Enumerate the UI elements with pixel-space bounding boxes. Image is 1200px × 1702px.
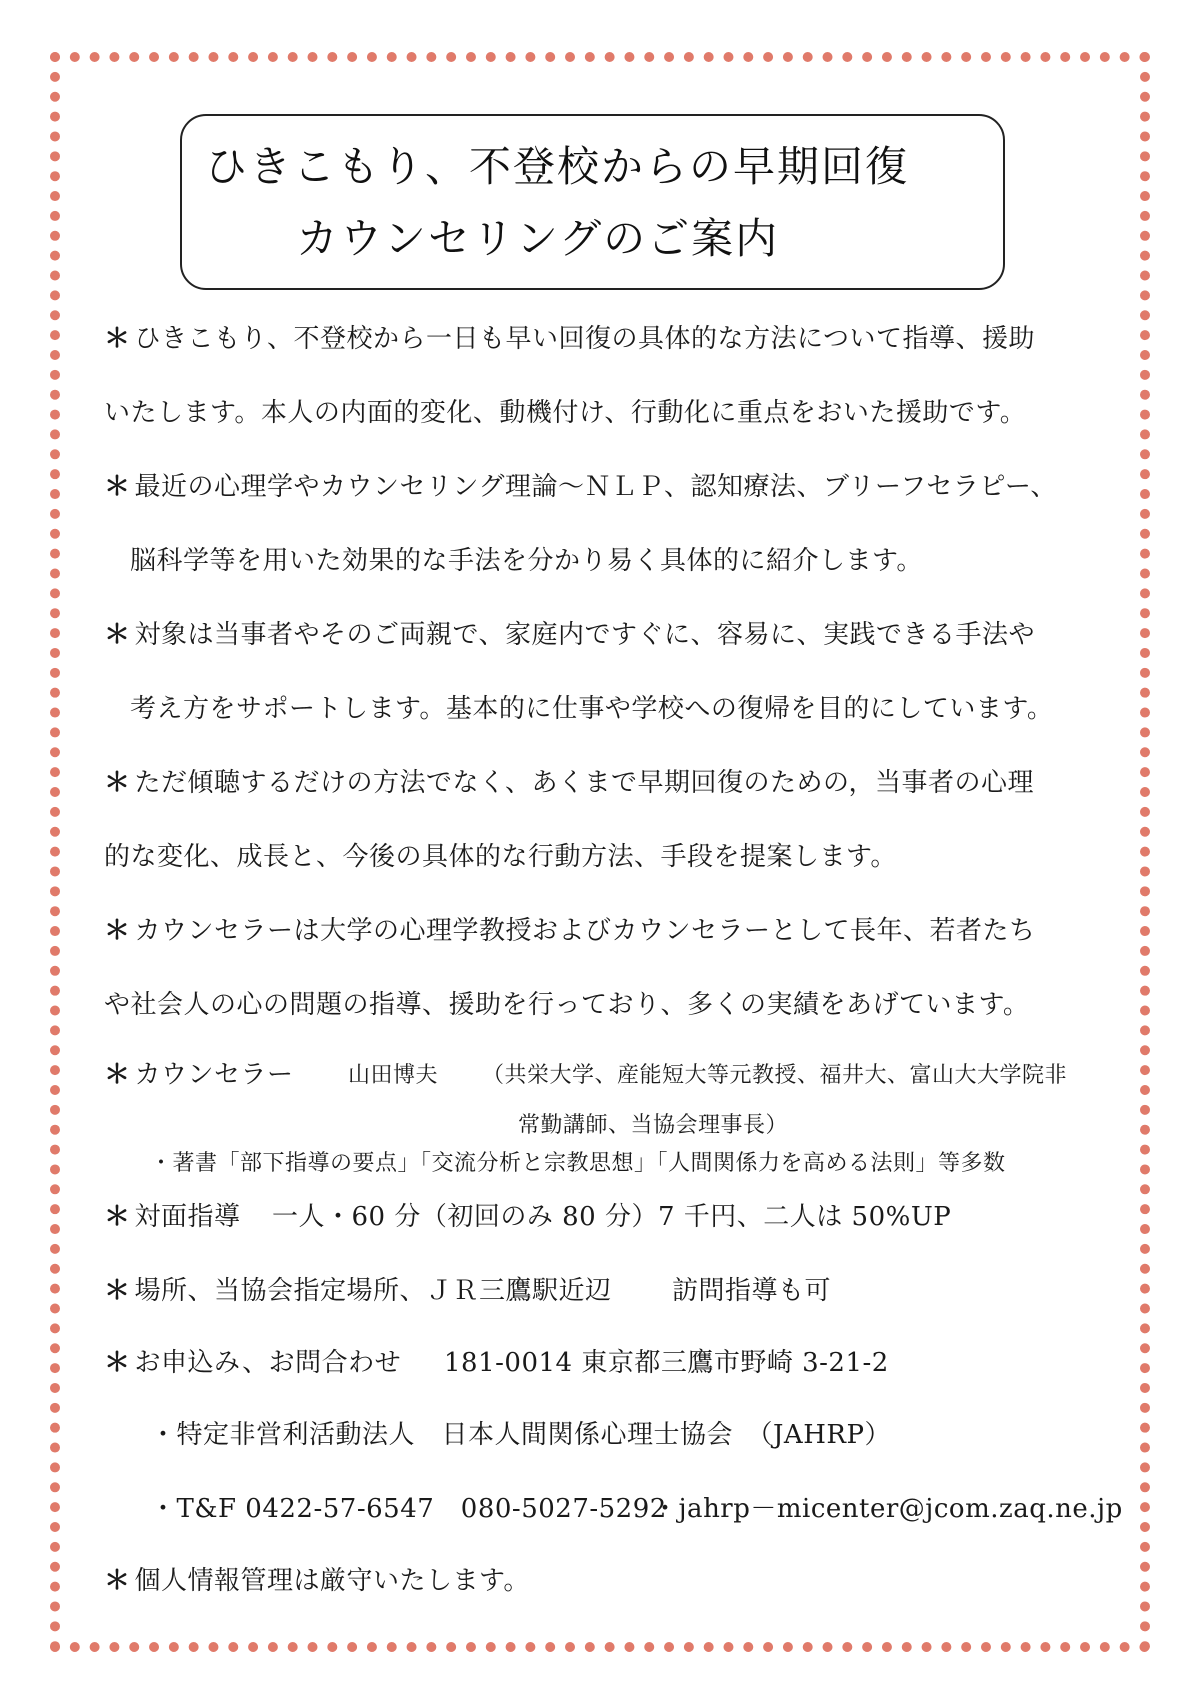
asterisk-bullet: ＊ bbox=[104, 1348, 131, 1378]
item-5-line-1 bbox=[104, 910, 1036, 947]
counselor-books: ・著書「部下指導の要点」「交流分析と宗教思想」「人間関係力を高める法則」等多数 bbox=[150, 1151, 1006, 1176]
asterisk-bullet: ＊ bbox=[104, 1060, 131, 1090]
item-2-line-1 bbox=[104, 466, 1057, 503]
item-4-text-1: ただ傾聴するだけの方法でなく、あくまで早期回復のための，当事者の心理 bbox=[134, 768, 1034, 798]
item-1-text-1: ひきこもり、不登校から一日も早い回復の具体的な方法について指導、援助 bbox=[134, 324, 1035, 354]
place-visit: 訪問指導も可 bbox=[672, 1276, 832, 1306]
asterisk-bullet: ＊ bbox=[104, 1202, 131, 1232]
asterisk-bullet: ＊ bbox=[104, 916, 131, 946]
title-line-1: ひきこもり、不登校からの早期回復 bbox=[205, 142, 910, 191]
counselor-label: カウンセラー bbox=[134, 1060, 294, 1090]
counselor-name: 山田博夫 bbox=[348, 1063, 439, 1088]
counselor-affiliation-2: 常勤講師、当協会理事長） bbox=[518, 1113, 789, 1138]
item-3-text-1: 対象は当事者やそのご両親で、家庭内ですぐに、容易に、実践できる手法や bbox=[134, 620, 1035, 650]
item-5-line-2: や社会人の心の問題の指導、援助を行っており、多くの実績をあげています。 bbox=[104, 990, 1030, 1020]
item-1-line-2: いたします。本人の内面的変化、動機付け、行動化に重点をおいた援助です。 bbox=[104, 398, 1027, 428]
contact-label: お申込み、お問合わせ bbox=[134, 1348, 402, 1378]
title-line-2: カウンセリングのご案内 bbox=[296, 214, 780, 263]
asterisk-bullet: ＊ bbox=[104, 324, 131, 354]
asterisk-bullet: ＊ bbox=[104, 1566, 131, 1596]
item-4-line-2: 的な変化、成長と、今後の具体的な行動方法、手段を提案します。 bbox=[104, 842, 897, 872]
fee-text: 一人・60 分（初回のみ 80 分）7 千円、二人は 50%UP bbox=[272, 1202, 952, 1232]
fee-line bbox=[104, 1196, 241, 1233]
item-2-text-1: 最近の心理学やカウンセリング理論～ＮＬＰ、認知療法、ブリーフセラピー、 bbox=[134, 472, 1057, 502]
counselor-label-line bbox=[104, 1054, 294, 1091]
item-4-line-1 bbox=[104, 762, 1034, 799]
asterisk-bullet: ＊ bbox=[104, 768, 131, 798]
item-3-line-1 bbox=[104, 614, 1035, 651]
fee-label: 対面指導 bbox=[134, 1202, 241, 1232]
asterisk-bullet: ＊ bbox=[104, 472, 131, 502]
asterisk-bullet: ＊ bbox=[104, 1276, 131, 1306]
item-1-line-1 bbox=[104, 318, 1035, 355]
contact-email: ・jahrp－micenter@jcom.zaq.ne.jp bbox=[652, 1494, 1123, 1524]
asterisk-bullet: ＊ bbox=[104, 620, 131, 650]
contact-address: 181-0014 東京都三鷹市野崎 3-21-2 bbox=[444, 1348, 889, 1378]
privacy-text: 個人情報管理は厳守いたします。 bbox=[134, 1566, 530, 1596]
place-line bbox=[104, 1270, 612, 1307]
item-3-line-2: 考え方をサポートします。基本的に仕事や学校への復帰を目的にしています。 bbox=[130, 694, 1054, 724]
contact-phone: ・T&F 0422-57-6547 080-5027-5292 bbox=[150, 1494, 667, 1524]
contact-line bbox=[104, 1342, 401, 1379]
place-text: 場所、当協会指定場所、ＪＲ三鷹駅近辺 bbox=[134, 1276, 612, 1306]
privacy-line bbox=[104, 1560, 530, 1597]
item-2-line-2: 脳科学等を用いた効果的な手法を分かり易く具体的に紹介します。 bbox=[130, 546, 923, 576]
counselor-affiliation-1: （共栄大学、産能短大等元教授、福井大、富山大大学院非 bbox=[482, 1063, 1068, 1088]
item-5-text-1: カウンセラーは大学の心理学教授およびカウンセラーとして長年、若者たち bbox=[134, 916, 1036, 946]
contact-org: ・特定非営利活動法人 日本人間関係心理士協会 （JAHRP） bbox=[150, 1420, 891, 1450]
